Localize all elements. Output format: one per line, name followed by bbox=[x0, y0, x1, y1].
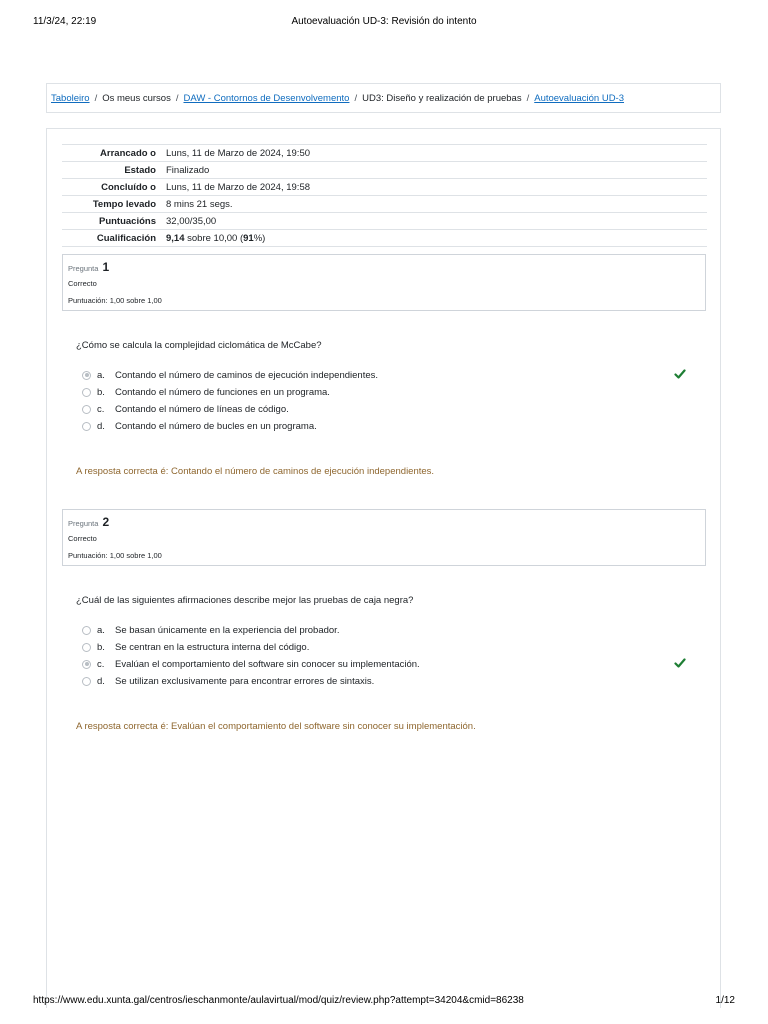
radio-icon[interactable] bbox=[82, 643, 91, 652]
answer-option[interactable] bbox=[82, 639, 702, 655]
question-number bbox=[68, 260, 109, 274]
radio-icon[interactable] bbox=[82, 422, 91, 431]
answer-text: Se centran en la estructura interna del código. bbox=[115, 641, 310, 653]
question-text: ¿Cuál de las siguientes afirmaciones describe mejor las pruebas de caja negra? bbox=[76, 595, 414, 606]
grade-out-of: sobre 10,00 ( bbox=[184, 232, 244, 244]
print-footer bbox=[33, 995, 735, 1009]
radio-icon[interactable] bbox=[82, 371, 91, 380]
breadcrumb-item-quiz[interactable]: Autoevaluación UD-3 bbox=[534, 92, 625, 104]
summary-label: Estado bbox=[124, 164, 156, 176]
answer-letter: c. bbox=[97, 403, 105, 415]
answer-option[interactable] bbox=[82, 656, 702, 672]
answer-letter: b. bbox=[97, 641, 105, 653]
summary-value: 8 mins 21 segs. bbox=[166, 198, 233, 210]
answer-option[interactable] bbox=[82, 367, 702, 383]
question-info-box bbox=[62, 509, 706, 566]
question-state: Correcto bbox=[68, 534, 97, 543]
right-answer-feedback: A resposta correcta é: Evalúan el comportamiento del software sin conocer su implementación. bbox=[76, 721, 476, 732]
summary-label: Arrancado o bbox=[100, 147, 156, 159]
answer-text: Contando el número de caminos de ejecución independientes. bbox=[115, 369, 379, 381]
answer-letter: d. bbox=[97, 675, 105, 687]
answer-option[interactable] bbox=[82, 673, 702, 689]
breadcrumb bbox=[46, 83, 721, 113]
print-header bbox=[33, 16, 735, 30]
summary-label: Puntuacións bbox=[98, 215, 156, 227]
question-number-value: 2 bbox=[102, 515, 110, 529]
breadcrumb-item-my-courses: Os meus cursos bbox=[102, 92, 171, 104]
question-mark: Puntuación: 1,00 sobre 1,00 bbox=[68, 551, 162, 560]
breadcrumb-separator: / bbox=[354, 92, 358, 104]
radio-icon[interactable] bbox=[82, 677, 91, 686]
breadcrumb-item-section: UD3: Diseño y realización de pruebas bbox=[362, 92, 522, 104]
print-url: https://www.edu.xunta.gal/centros/ieschanmonte/aulavirtual/mod/quiz/review.php?attempt=34204&cmid=86238 bbox=[33, 995, 524, 1006]
breadcrumb-separator: / bbox=[94, 92, 98, 104]
summary-row-state bbox=[62, 162, 707, 179]
grade-percent: 91 bbox=[243, 232, 254, 244]
radio-icon[interactable] bbox=[82, 626, 91, 635]
attempt-summary-table bbox=[62, 144, 707, 247]
breadcrumb-separator: / bbox=[526, 92, 530, 104]
grade-end: %) bbox=[253, 232, 266, 244]
radio-icon[interactable] bbox=[82, 388, 91, 397]
summary-label: Concluído o bbox=[101, 181, 156, 193]
summary-value: Luns, 11 de Marzo de 2024, 19:58 bbox=[166, 181, 311, 193]
answer-letter: d. bbox=[97, 420, 105, 432]
answer-option[interactable] bbox=[82, 622, 702, 638]
answer-letter: a. bbox=[97, 369, 105, 381]
summary-value: Luns, 11 de Marzo de 2024, 19:50 bbox=[166, 147, 311, 159]
radio-icon[interactable] bbox=[82, 660, 91, 669]
summary-row-time-taken bbox=[62, 196, 707, 213]
answer-text: Contando el número de funciones en un programa. bbox=[115, 386, 330, 398]
print-page-title: Autoevaluación UD-3: Revisión do intento bbox=[291, 16, 477, 27]
answer-text: Evalúan el comportamiento del software sin conocer su implementación. bbox=[115, 658, 420, 670]
answer-text: Se basan únicamente en la experiencia del probador. bbox=[115, 624, 340, 636]
question-mark: Puntuación: 1,00 sobre 1,00 bbox=[68, 296, 162, 305]
answer-option[interactable] bbox=[82, 401, 702, 417]
grade-value: 9,14 bbox=[166, 232, 185, 244]
summary-row-marks bbox=[62, 213, 707, 230]
summary-value: Finalizado bbox=[166, 164, 210, 176]
summary-value bbox=[162, 230, 707, 247]
answer-option[interactable] bbox=[82, 384, 702, 400]
print-date: 11/3/24, 22:19 bbox=[33, 16, 97, 27]
check-icon bbox=[674, 657, 686, 669]
summary-value: 32,00/35,00 bbox=[166, 215, 217, 227]
summary-row-completed bbox=[62, 179, 707, 196]
question-label: Pregunta bbox=[68, 519, 99, 528]
summary-label: Tempo levado bbox=[92, 198, 156, 210]
breadcrumb-item-dashboard[interactable]: Taboleiro bbox=[51, 92, 90, 104]
print-page-count: 1/12 bbox=[715, 995, 735, 1006]
question-label: Pregunta bbox=[68, 264, 99, 273]
check-icon bbox=[674, 368, 686, 380]
question-state: Correcto bbox=[68, 279, 97, 288]
question-text: ¿Cómo se calcula la complejidad ciclomática de McCabe? bbox=[76, 340, 322, 351]
answer-letter: b. bbox=[97, 386, 105, 398]
question-info-box bbox=[62, 254, 706, 311]
answer-text: Contando el número de líneas de código. bbox=[115, 403, 289, 415]
answer-letter: c. bbox=[97, 658, 105, 670]
answer-option[interactable] bbox=[82, 418, 702, 434]
answer-letter: a. bbox=[97, 624, 105, 636]
summary-row-grade bbox=[62, 230, 707, 247]
summary-label: Cualificación bbox=[96, 232, 156, 244]
right-answer-feedback: A resposta correcta é: Contando el número de caminos de ejecución independientes. bbox=[76, 466, 435, 477]
question-number-value: 1 bbox=[102, 260, 110, 274]
question-number bbox=[68, 515, 109, 529]
summary-row-started bbox=[62, 145, 707, 162]
breadcrumb-separator: / bbox=[175, 92, 179, 104]
radio-icon[interactable] bbox=[82, 405, 91, 414]
breadcrumb-item-course[interactable]: DAW - Contornos de Desenvolvemento bbox=[183, 92, 350, 104]
answer-text: Se utilizan exclusivamente para encontrar errores de sintaxis. bbox=[115, 675, 375, 687]
answer-text: Contando el número de bucles en un programa. bbox=[115, 420, 317, 432]
